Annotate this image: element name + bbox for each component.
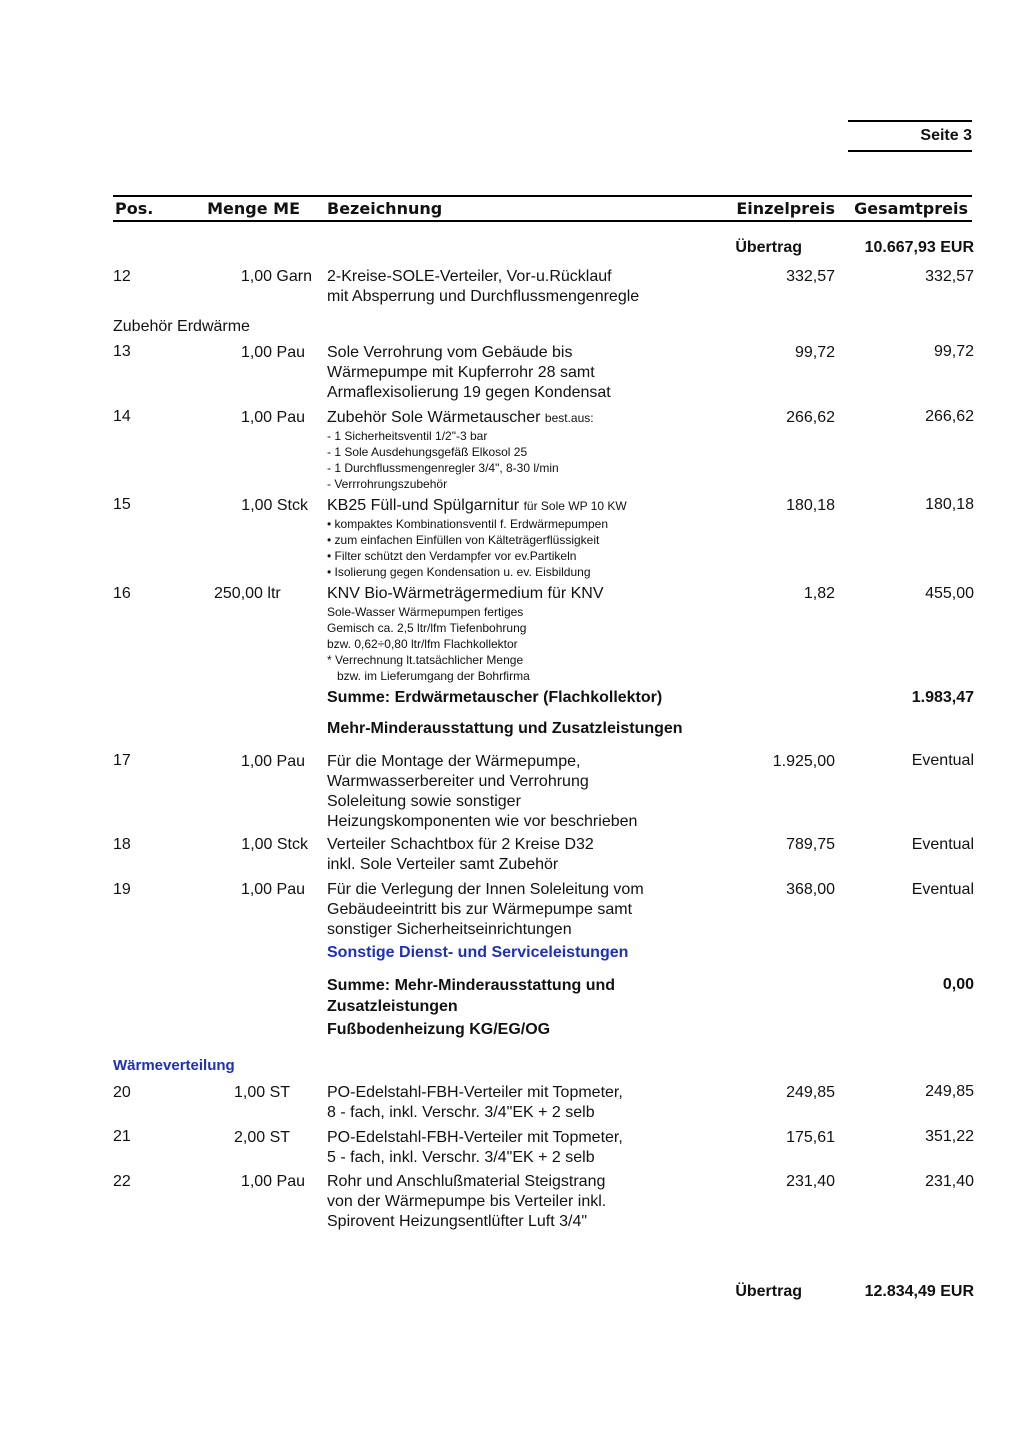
description-detail: • zum einfachen Einfüllen von Kälteträgerflüssigkeit xyxy=(327,533,600,547)
description-line: Warmwasserbereiter und Verrohrung xyxy=(327,773,589,790)
carry-out-value: 12.834,49 EUR xyxy=(864,1283,974,1300)
description-line: 2-Kreise-SOLE-Verteiler, Vor-u.Rücklauf xyxy=(327,268,612,285)
item-unit-price: 231,40 xyxy=(786,1173,835,1190)
item-pos: 20 xyxy=(113,1084,131,1101)
description-title: KNV Bio-Wärmeträgermedium für KNV xyxy=(327,585,604,602)
item-description xyxy=(327,1083,623,1123)
description-line: PO-Edelstahl-FBH-Verteiler mit Topmeter, xyxy=(327,1084,623,1101)
description-detail: bzw. im Lieferumgang der Bohrfirma xyxy=(327,669,530,683)
description-line: Rohr und Anschlußmaterial Steigstrang xyxy=(327,1173,606,1190)
item-total: Eventual xyxy=(911,752,974,769)
group-heading-zubehoer: Zubehör Erdwärme xyxy=(113,318,250,335)
description-detail: Sole-Wasser Wärmepumpen fertiges xyxy=(327,605,524,619)
group-heading-waermeverteilung: Wärmeverteilung xyxy=(113,1057,235,1074)
item-unit-price: 789,75 xyxy=(786,836,835,853)
description-line: 5 - fach, inkl. Verschr. 3/4"EK + 2 selb xyxy=(327,1149,595,1166)
item-pos: 12 xyxy=(113,268,131,285)
item-total: 332,57 xyxy=(925,268,974,285)
item-pos: 17 xyxy=(113,752,131,769)
item-pos: 21 xyxy=(113,1128,131,1145)
description-line: inkl. Sole Verteiler samt Zubehör xyxy=(327,856,559,873)
description-detail: • Isolierung gegen Kondensation u. ev. Eisbildung xyxy=(327,565,591,579)
item-pos: 22 xyxy=(113,1173,131,1190)
item-description xyxy=(327,880,644,940)
item-unit-price: 332,57 xyxy=(786,268,835,285)
description-detail: - Verrrohrungszubehör xyxy=(327,477,448,491)
description-line: Gebäudeeintritt bis zur Wärmepumpe samt xyxy=(327,901,633,918)
section-heading-service: Sonstige Dienst- und Serviceleistungen xyxy=(327,944,629,961)
item-unit-price: 175,61 xyxy=(786,1129,835,1146)
subtotal-value-mehr: 0,00 xyxy=(942,976,974,993)
item-quantity: 1,00 Pau xyxy=(240,881,305,898)
column-header-menge-me: Menge ME xyxy=(207,199,300,218)
column-header-gesamtpreis: Gesamtpreis xyxy=(854,199,968,218)
carry-out-label: Übertrag xyxy=(735,1283,802,1300)
item-total: 180,18 xyxy=(925,496,974,513)
description-detail: Gemisch ca. 2,5 ltr/lfm Tiefenbohrung xyxy=(327,621,527,635)
item-unit-price: 266,62 xyxy=(786,409,835,426)
subtotal-value-erdwaerme: 1.983,47 xyxy=(911,689,974,706)
item-description xyxy=(327,584,604,684)
item-quantity: 1,00 Pau xyxy=(240,1173,305,1190)
description-line: Heizungskomponenten wie vor beschrieben xyxy=(327,813,638,830)
description-line: mit Absperrung und Durchflussmengenregle xyxy=(327,288,640,305)
item-quantity: 1,00 Stck xyxy=(241,836,308,853)
item-unit-price: 368,00 xyxy=(786,881,835,898)
item-quantity: 1,00 ST xyxy=(234,1084,291,1101)
page-label: Seite 3 xyxy=(920,127,972,144)
item-pos: 15 xyxy=(113,496,131,513)
description-line: Verteiler Schachtbox für 2 Kreise D32 xyxy=(327,836,594,853)
description-line: Für die Verlegung der Innen Soleleitung vom xyxy=(327,881,644,898)
description-detail: * Verrechnung lt.tatsächlicher Menge xyxy=(327,653,524,667)
item-unit-price: 99,72 xyxy=(794,344,835,361)
description-detail: - 1 Durchflussmengenregler 3/4", 8-30 l/min xyxy=(327,461,559,475)
description-line: PO-Edelstahl-FBH-Verteiler mit Topmeter, xyxy=(327,1129,623,1146)
item-unit-price: 180,18 xyxy=(786,497,835,514)
description-line: Für die Montage der Wärmepumpe, xyxy=(327,753,581,770)
item-quantity: 1,00 Pau xyxy=(240,409,305,426)
page-label-rule-top xyxy=(848,120,972,122)
item-total: Eventual xyxy=(911,881,974,898)
page-label-rule-bottom xyxy=(848,150,972,152)
description-line: Sole Verrohrung vom Gebäude bis xyxy=(327,344,573,361)
item-total: Eventual xyxy=(911,836,974,853)
item-description xyxy=(327,496,627,580)
description-line: Soleleitung sowie sonstiger xyxy=(327,793,521,810)
item-total: 266,62 xyxy=(925,408,974,425)
item-description xyxy=(327,752,637,832)
description-detail: - 1 Sicherheitsventil 1/2"-3 bar xyxy=(327,429,488,443)
subtotal-label-erdwaerme: Summe: Erdwärmetauscher (Flachkollektor) xyxy=(327,689,663,706)
item-unit-price: 1.925,00 xyxy=(772,753,835,770)
item-pos: 16 xyxy=(113,585,131,602)
description-detail: • kompaktes Kombinationsventil f. Erdwärmepumpen xyxy=(327,517,608,531)
column-header-einzelpreis: Einzelpreis xyxy=(736,199,835,218)
item-total: 231,40 xyxy=(925,1173,974,1190)
column-header-bezeichnung: Bezeichnung xyxy=(327,199,443,218)
item-total: 249,85 xyxy=(925,1083,974,1100)
section-heading-mehr: Mehr-Minderausstattung und Zusatzleistungen xyxy=(327,720,683,737)
item-description xyxy=(327,408,594,492)
item-quantity: 1,00 Stck xyxy=(241,497,308,514)
subtotal-label-line: Zusatzleistungen xyxy=(327,998,458,1015)
item-total: 99,72 xyxy=(933,343,974,360)
description-detail: • Filter schützt den Verdampfer vor ev.Partikeln xyxy=(327,549,577,563)
item-unit-price: 1,82 xyxy=(803,585,835,602)
description-line: 8 - fach, inkl. Verschr. 3/4"EK + 2 selb xyxy=(327,1104,595,1121)
item-quantity: 2,00 ST xyxy=(234,1129,291,1146)
description-line: sonstiger Sicherheitseinrichtungen xyxy=(327,921,572,938)
title-text: Zubehör Sole Wärmetauscher xyxy=(327,409,541,426)
item-pos: 13 xyxy=(113,343,131,360)
description-line: von der Wärmepumpe bis Verteiler inkl. xyxy=(327,1193,607,1210)
item-description xyxy=(327,1128,623,1168)
item-total: 351,22 xyxy=(925,1128,974,1145)
item-quantity: 250,00 ltr xyxy=(214,585,281,602)
title-suffix: für Sole WP 10 KW xyxy=(523,499,627,513)
description-line: Armaflexisolierung 19 gegen Kondensat xyxy=(327,384,611,401)
header-rule-bottom xyxy=(113,220,972,222)
column-header-pos: Pos. xyxy=(115,199,154,218)
description-detail: bzw. 0,62÷0,80 ltr/lfm Flachkollektor xyxy=(327,637,518,651)
item-description xyxy=(327,1172,606,1232)
description-line: Spirovent Heizungsentlüfter Luft 3/4" xyxy=(327,1213,588,1230)
header-rule-top xyxy=(113,195,972,197)
item-unit-price: 249,85 xyxy=(786,1084,835,1101)
description-title xyxy=(327,408,594,428)
item-pos: 19 xyxy=(113,881,131,898)
subtotal-label-mehr xyxy=(327,975,615,1017)
item-total: 455,00 xyxy=(925,585,974,602)
description-title xyxy=(327,496,627,516)
carry-in-value: 10.667,93 EUR xyxy=(864,239,974,256)
item-description xyxy=(327,267,639,307)
title-text: KB25 Füll-und Spülgarnitur xyxy=(327,497,520,514)
item-quantity: 1,00 Garn xyxy=(240,268,312,285)
item-description xyxy=(327,835,594,875)
title-suffix: best.aus: xyxy=(544,411,594,425)
section-heading-fbh: Fußbodenheizung KG/EG/OG xyxy=(327,1021,551,1038)
subtotal-label-line: Summe: Mehr-Minderausstattung und xyxy=(327,977,616,994)
item-quantity: 1,00 Pau xyxy=(240,753,305,770)
carry-in-label: Übertrag xyxy=(735,239,802,256)
description-detail: - 1 Sole Ausdehungsgefäß Elkosol 25 xyxy=(327,445,528,459)
item-pos: 14 xyxy=(113,408,131,425)
description-line: Wärmepumpe mit Kupferrohr 28 samt xyxy=(327,364,595,381)
item-quantity: 1,00 Pau xyxy=(240,344,305,361)
item-pos: 18 xyxy=(113,836,131,853)
item-description xyxy=(327,343,611,403)
